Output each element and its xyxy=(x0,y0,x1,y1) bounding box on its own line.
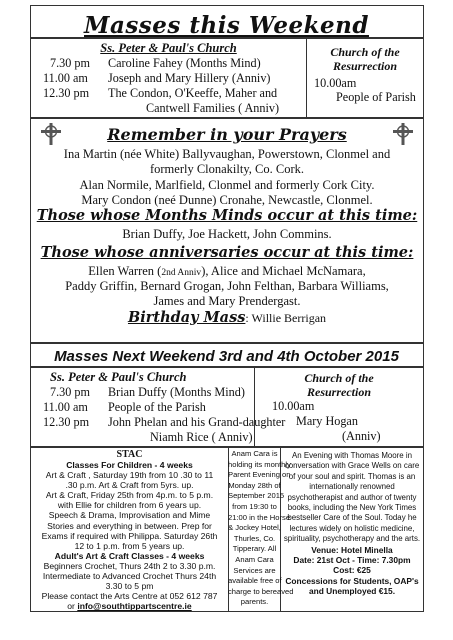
birthday-mass-name: : Willie Berrigan xyxy=(245,311,327,325)
mass-row xyxy=(43,86,277,101)
evening-line: lectures widely on holistic medicine, xyxy=(289,523,415,533)
stac-contact: Please contact the Arts Centre at 052 612 787 xyxy=(41,591,218,602)
evening-line: conversation with Grace Wells on care xyxy=(284,461,420,471)
anam-cara-line: Thurles, Co. xyxy=(233,533,276,543)
anam-cara-line: Anam Cara is xyxy=(231,449,278,458)
anam-cara-line: Parent Evening on xyxy=(228,470,291,480)
evening-venue: Venue: Hotel Minella xyxy=(311,544,393,555)
page-title: Masses this Weekend xyxy=(84,12,369,39)
mass-intention: Brian Duffy (Months Mind) xyxy=(108,385,245,399)
resurrection-title: Church of the Resurrection xyxy=(330,45,400,73)
stac-line: Stories and everything in between. Prep for xyxy=(47,520,212,531)
anam-cara-line: parents. xyxy=(240,597,269,607)
church-title-peter-paul: Ss. Peter & Paul's Church xyxy=(100,41,237,55)
prayers-heading: Remember in your Prayers xyxy=(107,125,347,144)
anam-cara-line: 21:00 in the Horse xyxy=(228,512,291,522)
anam-cara-line: & Jockey Hotel, xyxy=(228,523,281,533)
mass-intention: Joseph and Mary Hillery (Anniv) xyxy=(108,71,271,85)
resurrection-intention-next: Mary Hogan xyxy=(296,414,358,428)
prayer-line: formerly Clonakilty, Co. Cork. xyxy=(149,162,305,176)
anam-cara-line: September 2015 xyxy=(228,491,285,501)
anniversary-line: Paddy Griffin, Bernard Grogan, John Felthan, Barbara Williams, xyxy=(65,279,389,293)
stac-email-link[interactable]: info@southtippartscentre.ie xyxy=(77,601,192,612)
stac-children-heading: Classes For Children - 4 weeks xyxy=(66,460,193,470)
stac-line: 12 to 1 p.m. from 5 years up. xyxy=(74,540,185,551)
stac-line: Beginners Crochet, Thurs 24th 2 to 3.30 p.m. xyxy=(43,560,216,571)
mass-intention-cont: Niamh Rice ( Anniv) xyxy=(150,430,253,444)
stac-line: Art & Craft , Saturday 19th from 10 .30 to 11 xyxy=(45,470,214,481)
resurrection-title-next: Church of the Resurrection xyxy=(304,371,374,399)
stac-line: Art & Craft, Friday 25th from 4p.m. to 5 p.m. xyxy=(45,490,214,501)
mass-time: 7.30 pm xyxy=(50,385,90,399)
stac-contact-email-line: or info@southtippartscentre.ie xyxy=(67,601,192,612)
anam-cara-line: charge to bereaved xyxy=(228,586,294,596)
mass-intention-cont: Cantwell Families ( Anniv) xyxy=(146,101,280,115)
anniversary-line: James and Mary Prendergast. xyxy=(153,294,301,308)
mass-intention: People of the Parish xyxy=(108,400,206,414)
mass-time: 11.00 am xyxy=(43,400,88,414)
resurrection-note-next: (Anniv) xyxy=(342,429,381,443)
evening-line: bestseller Care of the Soul. Today he xyxy=(287,513,417,523)
evening-column xyxy=(280,451,424,597)
stac-line: with Ellie for children from 6 years up. xyxy=(57,500,202,511)
mass-time: 7.30 pm xyxy=(50,56,90,70)
mass-time: 12.30 pm xyxy=(43,415,90,429)
anam-cara-line: Anam Cara xyxy=(235,554,274,564)
resurrection-intention: People of Parish xyxy=(336,90,416,104)
mass-intention: The Condon, O'Keeffe, Maher and xyxy=(108,86,278,100)
anam-cara-line: Tipperary. All xyxy=(232,544,277,554)
evening-line: of your soul and spirit. Thomas is an xyxy=(288,471,416,481)
evening-line: spirituality, psychotherapy and the arts. xyxy=(283,534,421,544)
mass-row xyxy=(50,385,245,400)
months-minds-heading: Those whose Months Minds occur at this time: xyxy=(36,207,418,224)
mass-time: 12.30 pm xyxy=(43,86,90,100)
stac-column xyxy=(30,449,229,611)
stac-line: Speech & Drama, Improvisation and Mime xyxy=(48,510,211,521)
mass-intention: John Phelan and his Grand-daughter xyxy=(108,415,286,429)
months-minds-names: Brian Duffy, Joe Hackett, John Commins. xyxy=(122,227,332,241)
anniversary-line: Ellen Warren (2nd Anniv), Alice and Michael McNamara, xyxy=(88,264,366,278)
mass-time: 11.00 am xyxy=(43,71,88,85)
stac-adult-heading: Adult's Art & Craft Classes - 4 weeks xyxy=(54,550,205,561)
mass-row xyxy=(43,71,270,86)
evening-concessions: and Unemployed €15. xyxy=(308,586,396,597)
resurrection-time: 10.00am xyxy=(314,76,357,90)
mass-row xyxy=(43,415,285,430)
evening-concessions: Concessions for Students, OAP's xyxy=(285,575,419,586)
resurrection-time-next: 10.00am xyxy=(272,399,315,413)
stac-title: STAC xyxy=(116,449,143,460)
anam-cara-line: from 19:30 to xyxy=(232,501,277,511)
prayer-line: Alan Normile, Marlfield, Clonmel and formerly Cork City. xyxy=(79,178,375,192)
birthday-mass-line xyxy=(30,309,424,327)
anam-cara-line: Monday 28th of xyxy=(228,480,281,490)
prayer-line: Mary Condon (neé Dunne) Cronahe, Newcastle, Clonmel. xyxy=(81,193,373,207)
anam-cara-line: holding its monthly xyxy=(228,459,291,469)
anniversaries-heading: Those whose anniversaries occur at this time: xyxy=(40,244,414,261)
anam-cara-line: Services are xyxy=(233,565,276,575)
stac-line: Intermediate to Advanced Crochet Thurs 24th xyxy=(42,571,217,582)
evening-cost: Cost: €25 xyxy=(333,565,371,576)
stac-line: 3.30 to 5 pm xyxy=(105,581,154,592)
evening-line: psychotherapist and author of twenty xyxy=(287,492,417,502)
anam-cara-line: available free of xyxy=(228,576,282,586)
evening-line: internationally renowned xyxy=(309,482,395,492)
church-title-peter-paul-next: Ss. Peter & Paul's Church xyxy=(50,370,187,384)
anam-cara-column xyxy=(228,449,294,608)
evening-date: Date: 21st Oct - Time: 7.30pm xyxy=(293,555,411,566)
mass-intention: Caroline Fahey (Months Mind) xyxy=(108,56,261,70)
stac-line: .30 p.m. Art & Craft from 5yrs. up. xyxy=(65,480,194,491)
birthday-mass-label: Birthday Mass xyxy=(127,309,246,326)
evening-line: books, including the New York Times xyxy=(287,503,417,513)
evening-line: An Evening with Thomas Moore in xyxy=(291,451,413,460)
stac-line: Exams if required with Philippa. Saturday 26th xyxy=(41,530,218,541)
next-weekend-title: Masses Next Weekend 3rd and 4th October 2015 xyxy=(54,348,399,365)
mass-row xyxy=(50,56,261,71)
prayer-line: Ina Martin (née White) Ballyvaughan, Powerstown, Clonmel and xyxy=(63,147,391,161)
mass-row xyxy=(43,400,206,415)
